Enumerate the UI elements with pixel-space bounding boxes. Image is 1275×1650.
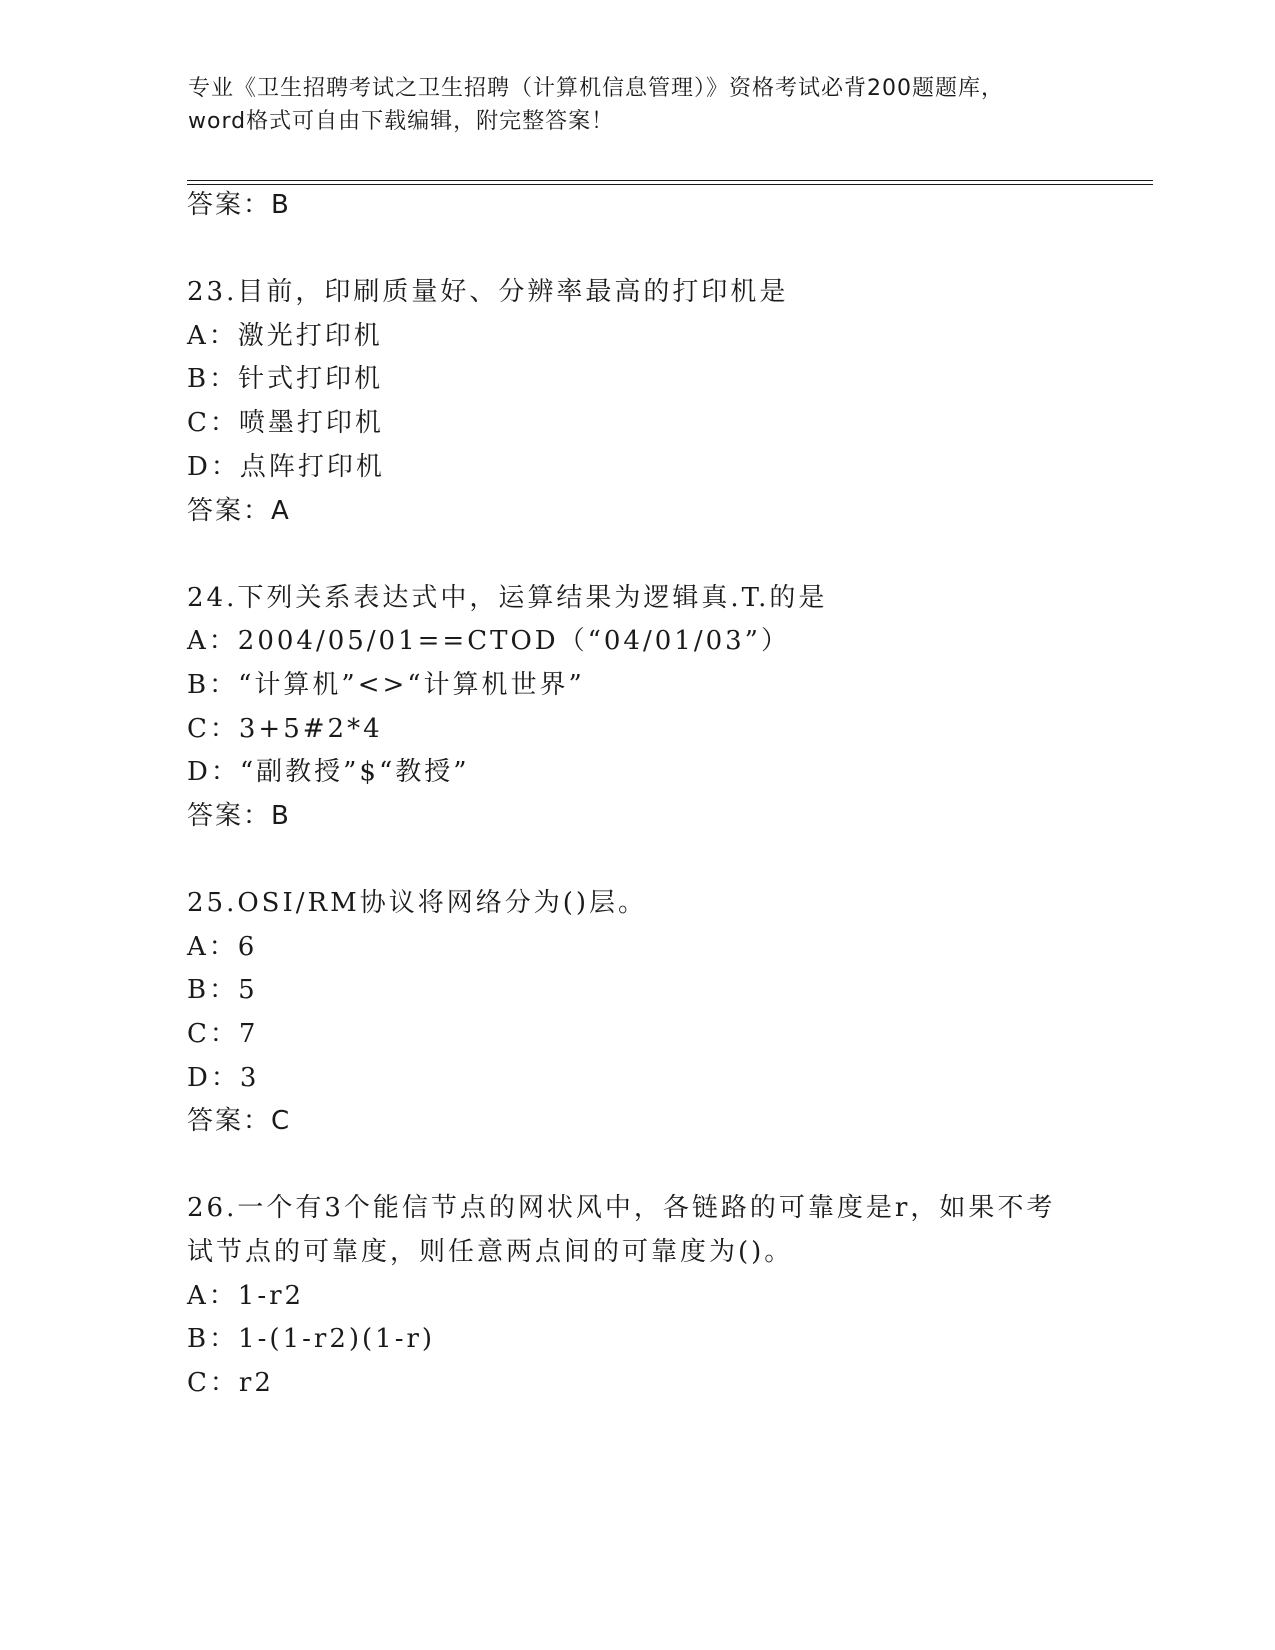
question-24-option-a: A：2004/05/01==CTOD（“04/01/03”） — [187, 626, 790, 656]
question-23-stem: 23.目前，印刷质量好、分辨率最高的打印机是 — [187, 277, 789, 307]
question-26-option-a: A：1-r2 — [187, 1281, 305, 1311]
question-26-stem-line-1: 26.一个有3个能信节点的网状风中，各链路的可靠度是r，如果不考 — [187, 1193, 1056, 1223]
question-26-option-b: B：1-(1-r2)(1-r) — [187, 1324, 436, 1354]
document-header — [188, 72, 1088, 138]
question-23-option-b: B：针式打印机 — [187, 364, 384, 394]
question-24-option-c: C：3+5#2*4 — [187, 714, 383, 744]
header-line-2: word格式可自由下载编辑，附完整答案！ — [188, 109, 615, 134]
previous-answer: 答案：B — [187, 190, 291, 220]
question-24-stem: 24.下列关系表达式中，运算结果为逻辑真.T.的是 — [187, 583, 828, 613]
question-25-option-b: B：5 — [187, 975, 258, 1005]
question-25-option-a: A：6 — [187, 932, 258, 962]
question-25-option-c: C：7 — [187, 1019, 259, 1049]
question-25-option-d: D：3 — [187, 1063, 260, 1093]
question-23-option-a: A：激光打印机 — [187, 321, 383, 351]
header-line-1: 专业《卫生招聘考试之卫生招聘（计算机信息管理）》资格考试必背200题题库， — [188, 76, 1004, 101]
question-24-answer: 答案：B — [187, 801, 291, 831]
question-23-option-c: C：喷墨打印机 — [187, 408, 384, 438]
question-24-option-b: B：“计算机”<>“计算机世界” — [187, 670, 585, 700]
question-23-answer: 答案：A — [187, 496, 291, 526]
question-24-option-d: D：“副教授”$“教授” — [187, 757, 470, 787]
question-23-option-d: D：点阵打印机 — [187, 452, 385, 482]
question-25-stem: 25.OSI/RM协议将网络分为()层。 — [187, 888, 647, 918]
question-26-option-c: C：r2 — [187, 1368, 274, 1398]
question-25-answer: 答案：C — [187, 1106, 292, 1136]
header-rule-top — [187, 180, 1153, 181]
question-26-stem-line-2: 试节点的可靠度，则任意两点间的可靠度为()。 — [187, 1237, 794, 1267]
header-rule-bottom — [187, 184, 1153, 185]
